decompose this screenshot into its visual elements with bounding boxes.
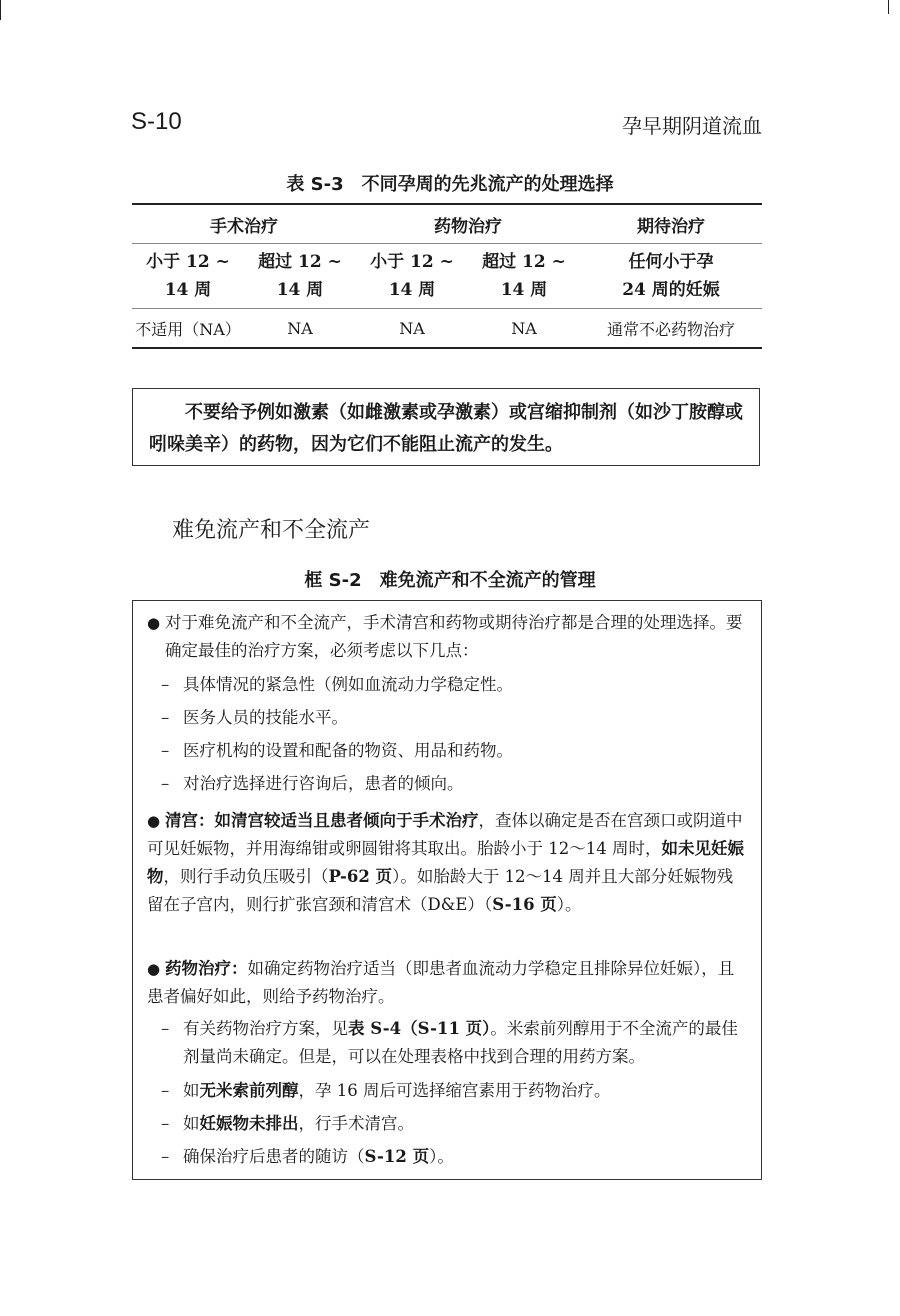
dash-text: 医疗机构的设置和配备的物资、用品和药物。 bbox=[183, 741, 513, 760]
table-cell: 不适用（NA） bbox=[135, 319, 241, 339]
subheader-cell: 小于 12 ~ 14 周 bbox=[132, 244, 244, 309]
dash-item bbox=[161, 1077, 749, 1105]
table-caption: 表 S-3 不同孕周的先兆流产的处理选择 bbox=[286, 174, 614, 195]
dash-marker-icon: – bbox=[161, 708, 170, 727]
dash-marker-icon: – bbox=[161, 1147, 170, 1166]
bullet-curettage bbox=[147, 807, 747, 919]
section-title: 难免流产和不全流产 bbox=[172, 518, 371, 543]
bullet-text: 清宫：如清宫较适当且患者倾向于手术治疗，查体以确定是否在宫颈口或阴道中可见妊娠物，并用海绵钳或卵圆钳将其取出。胎龄小于 12～14 周时，如未见妊娠物，则行手动负压吸引（P-62 页）。如胎龄大于 12～14 周并且大部分妊娠物残留在子宫内，则行扩张宫颈和清宫术（D&E）（S-16 页）。 bbox=[147, 811, 744, 914]
dash-text: 如无米索前列醇，孕 16 周后可选择缩宫素用于药物治疗。 bbox=[183, 1081, 611, 1100]
page-ref: P-62 页 bbox=[328, 867, 393, 886]
table-ref: 表 S-4（S-11 页） bbox=[348, 1019, 491, 1038]
table-cell: NA bbox=[399, 318, 425, 338]
page-number: S-10 bbox=[131, 108, 182, 135]
bullet-lead: 清宫：如清宫较适当且患者倾向于手术治疗 bbox=[165, 811, 479, 830]
dash-item bbox=[161, 1143, 749, 1171]
running-head: 孕早期阴道流血 bbox=[622, 114, 762, 138]
dash-item bbox=[161, 704, 749, 732]
dash-marker-icon: – bbox=[161, 741, 170, 760]
bullet-dot-icon: ● bbox=[147, 614, 161, 632]
dash-item bbox=[161, 770, 749, 798]
dash-item bbox=[161, 1015, 749, 1071]
dash-marker-icon: – bbox=[161, 1019, 170, 1038]
table-cell: 通常不必药物治疗 bbox=[606, 319, 735, 339]
treatment-options-table bbox=[132, 203, 762, 349]
page-ref: S-16 页 bbox=[492, 895, 557, 914]
dash-marker-icon: – bbox=[161, 1114, 170, 1133]
bullet-medical bbox=[147, 955, 747, 1011]
dash-text: 如妊娠物未排出，行手术清宫。 bbox=[183, 1114, 414, 1133]
management-box bbox=[132, 600, 762, 1180]
bullet-intro bbox=[147, 609, 747, 665]
page-ref: S-12 页 bbox=[364, 1147, 430, 1166]
table-group-row bbox=[132, 204, 762, 244]
group-surgical: 手术治疗 bbox=[132, 204, 356, 244]
bullet-dot-icon: ● bbox=[147, 812, 161, 830]
dash-text: 医务人员的技能水平。 bbox=[183, 708, 348, 727]
subheader-cell: 超过 12 ~ 14 周 bbox=[468, 244, 580, 309]
subheader-cell: 小于 12 ~ 14 周 bbox=[356, 244, 468, 309]
dash-text: 对治疗选择进行咨询后，患者的倾向。 bbox=[183, 774, 464, 793]
bullet-dot-icon: ● bbox=[147, 960, 161, 978]
table-cell: NA bbox=[287, 318, 313, 338]
dash-item bbox=[161, 737, 749, 765]
bullet-text: 对于难免流产和不全流产，手术清宫和药物或期待治疗都是合理的处理选择。要确定最佳的治疗方案，必须考虑以下几点： bbox=[165, 613, 743, 660]
dash-marker-icon: – bbox=[161, 774, 170, 793]
table-subheader-row bbox=[132, 244, 762, 309]
bullet-text: 药物治疗：如确定药物治疗适当（即患者血流动力学稳定且排除异位妊娠），且患者偏好如此，则给予药物治疗。 bbox=[147, 959, 735, 1006]
emphasis: 妊娠物未排出 bbox=[199, 1114, 299, 1133]
dash-text: 具体情况的紧急性（例如血流动力学稳定性。 bbox=[183, 675, 513, 694]
dash-text: 有关药物治疗方案，见表 S-4（S-11 页）。米索前列醇用于不全流产的最佳剂量尚未确定。但是，可以在处理表格中找到合理的用药方案。 bbox=[183, 1019, 738, 1066]
dash-marker-icon: – bbox=[161, 675, 170, 694]
page-edge-line bbox=[0, 0, 1, 20]
dash-marker-icon: – bbox=[161, 1081, 170, 1100]
group-expectant: 期待治疗 bbox=[580, 204, 762, 244]
table-row bbox=[132, 309, 762, 349]
warning-box: 不要给予例如激素（如雌激素或孕激素）或宫缩抑制剂（如沙丁胺醇或吲哚美辛）的药物，因为它们不能阻止流产的发生。 bbox=[132, 388, 760, 466]
table-cell: NA bbox=[511, 318, 537, 338]
subheader-cell: 超过 12 ~ 14 周 bbox=[244, 244, 356, 309]
emphasis: 无米索前列醇 bbox=[199, 1081, 299, 1100]
dash-item bbox=[161, 671, 749, 699]
emphasis: 如未见妊娠物 bbox=[147, 839, 744, 886]
bullet-lead: 药物治疗： bbox=[165, 959, 248, 978]
dash-text: 确保治疗后患者的随访（S-12 页）。 bbox=[183, 1147, 454, 1166]
dash-item bbox=[161, 1110, 749, 1138]
group-medical: 药物治疗 bbox=[356, 204, 580, 244]
box-caption: 框 S-2 难免流产和不全流产的管理 bbox=[304, 570, 596, 591]
page-edge-line bbox=[888, 0, 889, 14]
subheader-cell: 任何小于孕 24 周的妊娠 bbox=[580, 244, 762, 309]
